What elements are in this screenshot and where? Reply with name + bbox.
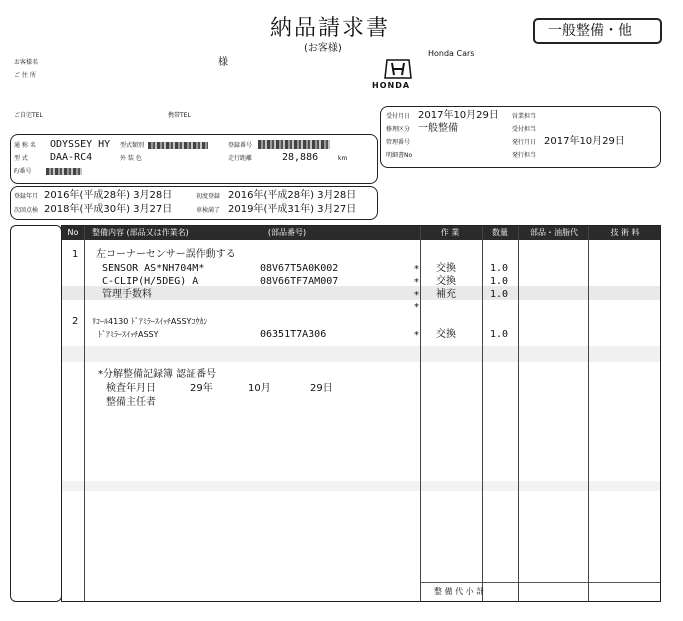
bleed-through-band bbox=[62, 346, 660, 362]
reg-year-label: 登録年月 bbox=[14, 193, 39, 200]
header-qty: 数量 bbox=[492, 228, 508, 237]
first-reg-label: 初度登録 bbox=[196, 193, 221, 200]
mobile-tel-label: 携帯TEL bbox=[168, 112, 191, 119]
header-content: 整備内容 (部品又は作業名) bbox=[92, 228, 189, 237]
row-content: ﾘｺｰﾙ4130 ﾄﾞｱﾐﾗｰｽｲｯﾁASSYｺｳｶﾝ bbox=[92, 317, 208, 326]
vehicle-class-label: 型式類別 bbox=[120, 142, 145, 149]
vehicle-color-label: 外 装 色 bbox=[120, 155, 142, 162]
manager-label: 整備主任者 bbox=[106, 397, 156, 408]
row-work: 交換 bbox=[436, 263, 456, 274]
col-divider bbox=[84, 226, 85, 601]
row-work: 補充 bbox=[436, 289, 456, 300]
received-label: 受付月日 bbox=[386, 113, 411, 120]
issue-date: 2017年10月29日 bbox=[544, 136, 625, 147]
document-subtitle: (お客様) bbox=[304, 43, 342, 54]
reception-label: 受付担当 bbox=[512, 126, 537, 133]
col-divider bbox=[588, 226, 589, 601]
category-badge-text: 一般整備・他 bbox=[548, 23, 632, 39]
next-inspect: 2018年(平成30年) 3月27日 bbox=[44, 204, 173, 215]
category-badge bbox=[533, 18, 662, 44]
header-part-no: (部品番号) bbox=[267, 228, 307, 237]
row-part: 08V67T5A0K002 bbox=[260, 263, 339, 274]
brand-wordmark: HONDA bbox=[372, 81, 411, 90]
vehicle-name: ODYSSEY HY bbox=[50, 139, 111, 150]
header-tech-fee: 技 術 料 bbox=[610, 228, 640, 237]
row-work: 交換 bbox=[436, 329, 456, 340]
honda-logo bbox=[383, 58, 413, 80]
bleed-through-band bbox=[62, 481, 660, 491]
subtotal-line bbox=[420, 582, 660, 583]
vehicle-type: DAA-RC4 bbox=[50, 152, 93, 163]
row-no: 2 bbox=[72, 316, 79, 327]
inspect-year: 29年 bbox=[190, 383, 213, 394]
row-qty: 1.0 bbox=[490, 263, 509, 274]
first-reg: 2016年(平成28年) 3月28日 bbox=[228, 190, 357, 201]
row-part: 08V66TF7AM007 bbox=[260, 276, 339, 287]
row-qty: 1.0 bbox=[490, 276, 509, 287]
vehicle-frame-label: F/番号 bbox=[14, 168, 32, 175]
subtotal-label: 整 備 代 小 計 bbox=[434, 587, 485, 596]
sales-label: 営業担当 bbox=[512, 113, 537, 120]
row-no: 1 bbox=[72, 249, 79, 260]
next-inspect-label: 次回点検 bbox=[14, 207, 39, 214]
vehicle-mileage-unit: km bbox=[338, 155, 348, 162]
row-star: * bbox=[414, 302, 419, 313]
table-header bbox=[62, 226, 660, 240]
customer-honorific: 様 bbox=[218, 57, 228, 68]
statement-label: 明細書No bbox=[386, 152, 413, 159]
work-table bbox=[61, 225, 661, 602]
inspect-month: 10月 bbox=[248, 383, 271, 394]
row-qty: 1.0 bbox=[490, 289, 509, 300]
row-content: 管理手数料 bbox=[102, 289, 152, 300]
row-content: 左コーナーセンサー誤作動する bbox=[96, 249, 236, 260]
left-blank-panel bbox=[10, 225, 62, 602]
home-tel-label: ご自宅TEL bbox=[14, 112, 43, 119]
honda-h-mark-icon bbox=[383, 58, 413, 80]
col-divider bbox=[482, 226, 483, 601]
row-part: 06351T7A306 bbox=[260, 329, 327, 340]
row-content: SENSOR AS*NH704M* bbox=[102, 263, 205, 274]
row-star: * bbox=[414, 277, 419, 288]
row-star: * bbox=[414, 264, 419, 275]
category-label: 修理区分 bbox=[386, 126, 411, 133]
dealer-name: Honda Cars bbox=[428, 49, 475, 58]
vehicle-reg-redacted bbox=[258, 140, 330, 149]
header-parts-cost: 部品・油脂代 bbox=[530, 228, 578, 237]
vehicle-reg-label: 登録番号 bbox=[228, 142, 253, 149]
row-content: ﾄﾞｱﾐﾗｰｽｲｯﾁASSY bbox=[98, 330, 159, 339]
vehicle-mileage-label: 走行距離 bbox=[228, 155, 253, 162]
row-star: * bbox=[414, 290, 419, 301]
row-star: * bbox=[414, 330, 419, 341]
vehicle-frame-redacted bbox=[46, 168, 82, 175]
reg-year: 2016年(平成28年) 3月28日 bbox=[44, 190, 173, 201]
expiry-label: 車検満了 bbox=[196, 207, 221, 214]
repair-category: 一般整備 bbox=[418, 123, 458, 134]
issuer-label: 発行担当 bbox=[512, 152, 537, 159]
vehicle-type-label: 型 式 bbox=[14, 155, 28, 162]
mgmt-label: 管理番号 bbox=[386, 139, 411, 146]
vehicle-class-redacted bbox=[148, 142, 208, 149]
vehicle-name-label: 通 称 名 bbox=[14, 142, 36, 149]
received-date: 2017年10月29日 bbox=[418, 110, 499, 121]
col-divider bbox=[420, 226, 421, 601]
header-no: No bbox=[67, 228, 79, 237]
inspect-date-label: 検査年月日 bbox=[106, 383, 156, 394]
record-note: *分解整備記録簿 認証番号 bbox=[98, 369, 217, 380]
vehicle-mileage: 28,886 bbox=[282, 152, 319, 163]
expiry: 2019年(平成31年) 3月27日 bbox=[228, 204, 357, 215]
row-work: 交換 bbox=[436, 276, 456, 287]
col-divider bbox=[518, 226, 519, 601]
header-work: 作 業 bbox=[440, 228, 460, 237]
row-content: C-CLIP(H/5DEG) A bbox=[102, 276, 199, 287]
inspect-day: 29日 bbox=[310, 383, 333, 394]
document-title: 納品請求書 bbox=[270, 16, 391, 41]
issue-label: 発行月日 bbox=[512, 139, 537, 146]
customer-name-label: お客様名 bbox=[14, 59, 39, 66]
customer-address-label: ご 住 所 bbox=[14, 72, 36, 79]
row-qty: 1.0 bbox=[490, 329, 509, 340]
